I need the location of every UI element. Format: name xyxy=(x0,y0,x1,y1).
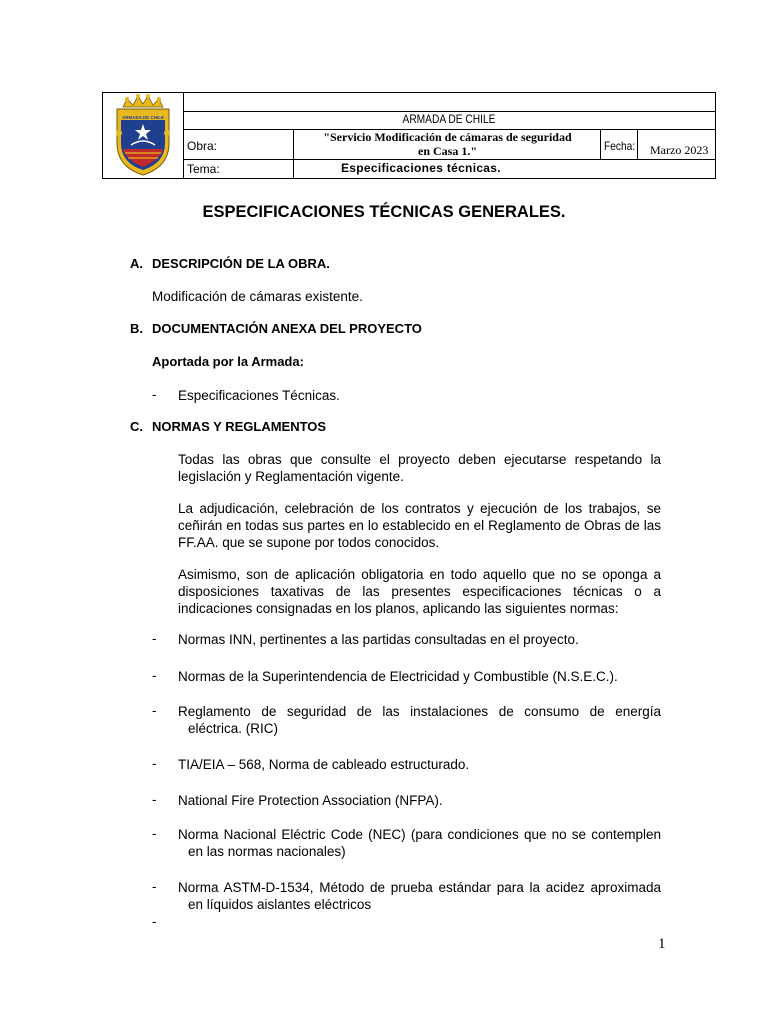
section-b-subheading: Aportada por la Armada: xyxy=(152,354,304,369)
list-item-dash: - xyxy=(152,387,157,402)
section-c-heading: C. NORMAS Y REGLAMENTOS xyxy=(130,419,327,434)
logo-text: ARMADA DE CHILE xyxy=(121,115,165,120)
section-a-heading: A. DESCRIPCIÓN DE LA OBRA. xyxy=(130,256,330,271)
list-item-dash: - xyxy=(152,703,157,718)
section-c-paragraph-3: Asimismo, son de aplicación obligatoria en todo aquello que no se oponga a disposiciones taxativas de las presentes especificaciones técnicas o a indicaciones consignadas en los planos, aplicando las siguientes normas: xyxy=(178,567,661,616)
fecha-value: Marzo 2023 xyxy=(650,143,709,157)
list-item: Normas INN, pertinentes a las partidas consultadas en el proyecto. xyxy=(178,632,579,647)
list-item-dash: - xyxy=(152,668,157,683)
section-a-text: Modificación de cámaras existente. xyxy=(152,289,363,304)
list-item-dash: - xyxy=(152,756,157,771)
tema-value: Especificaciones técnicas. xyxy=(341,161,501,175)
document-title: ESPECIFICACIONES TÉCNICAS GENERALES. xyxy=(202,203,566,221)
obra-label: Obra: xyxy=(187,139,218,153)
fecha-label: Fecha: xyxy=(604,139,636,153)
list-item-dash: - xyxy=(152,826,157,841)
list-item: Normas de la Superintendencia de Electricidad y Combustible (N.S.E.C.). xyxy=(178,669,618,684)
tema-label: Tema: xyxy=(187,162,220,176)
crown-icon xyxy=(123,94,163,107)
org-title: ARMADA DE CHILE xyxy=(402,112,496,126)
section-b-heading: B. DOCUMENTACIÓN ANEXA DEL PROYECTO xyxy=(130,321,422,336)
section-c-paragraph-2: La adjudicación, celebración de los contratos y ejecución de los trabajos, se ceñirán en todas sus partes en lo establecido en el Reglamento de Obras de las FF.AA. que se supone por todos conocidos. xyxy=(178,501,661,550)
list-item: Norma ASTM-D-1534, Método de prueba estándar para la acidez aproximada en líquidos aislantes eléctricos xyxy=(178,880,661,912)
list-item-dash: - xyxy=(152,792,157,807)
list-item-dash: - xyxy=(152,879,157,894)
header-table xyxy=(102,92,716,179)
section-c-paragraph-1: Todas las obras que consulte el proyecto deben ejecutarse respetando la legislación y Reglamentación vigente. xyxy=(178,452,661,484)
list-item: TIA/EIA – 568, Norma de cableado estructurado. xyxy=(178,757,470,772)
list-item-dash: - xyxy=(152,631,157,646)
list-item: Reglamento de seguridad de las instalaciones de consumo de energía eléctrica. (RIC) xyxy=(178,704,661,736)
obra-value: "Servicio Modificación de cámaras de seguridad en Casa 1." xyxy=(323,130,572,158)
logo-cell xyxy=(103,93,184,178)
list-item: Norma Nacional Eléctric Code (NEC) (para condiciones que no se contemplen en las normas nacionales) xyxy=(178,827,661,859)
list-item-dash: - xyxy=(152,914,157,929)
list-item: Especificaciones Técnicas. xyxy=(178,388,340,403)
list-item: National Fire Protection Association (NFPA). xyxy=(178,793,443,808)
page-number: 1 xyxy=(658,936,666,952)
navy-crest-logo xyxy=(103,93,183,178)
